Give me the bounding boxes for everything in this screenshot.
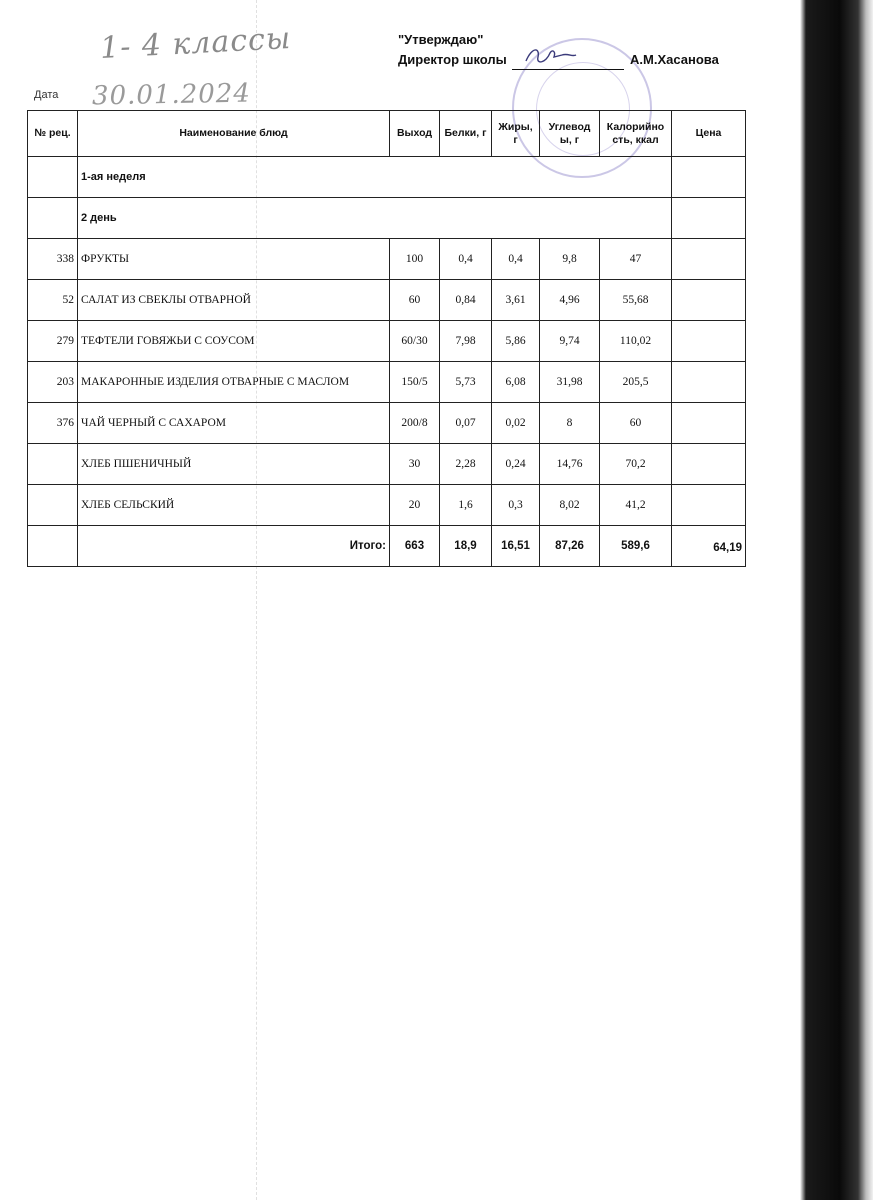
dish-name: ТЕФТЕЛИ ГОВЯЖЬИ С СОУСОМ <box>78 321 390 362</box>
kcal-value: 55,68 <box>600 280 672 321</box>
handwritten-class-note: 1- 4 классы <box>99 21 293 66</box>
protein-value: 2,28 <box>440 444 492 485</box>
recipe-number: 376 <box>28 403 78 444</box>
day-row <box>28 198 746 239</box>
total-label: Итого: <box>78 526 390 567</box>
price-value <box>672 239 746 280</box>
header-carbs: Углевод ы, г <box>540 111 600 157</box>
total-price: 64,19 <box>672 526 746 567</box>
total-fat: 16,51 <box>492 526 540 567</box>
total-protein: 18,9 <box>440 526 492 567</box>
header-output: Выход <box>390 111 440 157</box>
header-recipe-number: № рец. <box>28 111 78 157</box>
scanner-edge-shadow <box>800 0 873 1200</box>
price-value <box>672 321 746 362</box>
fat-value: 0,3 <box>492 485 540 526</box>
recipe-number: 203 <box>28 362 78 403</box>
day-label: 2 день <box>78 198 672 239</box>
carbs-value: 8,02 <box>540 485 600 526</box>
dish-name: ХЛЕБ ПШЕНИЧНЫЙ <box>78 444 390 485</box>
carbs-value: 9,74 <box>540 321 600 362</box>
menu-table <box>27 110 746 567</box>
recipe-number <box>28 485 78 526</box>
table-row <box>28 444 746 485</box>
header-dish-name: Наименование блюд <box>78 111 390 157</box>
table-row <box>28 239 746 280</box>
output-value: 20 <box>390 485 440 526</box>
price-value <box>672 444 746 485</box>
carbs-value: 8 <box>540 403 600 444</box>
fat-value: 0,02 <box>492 403 540 444</box>
fat-value: 0,4 <box>492 239 540 280</box>
header-price: Цена <box>672 111 746 157</box>
table-row <box>28 485 746 526</box>
recipe-number <box>28 444 78 485</box>
protein-value: 5,73 <box>440 362 492 403</box>
protein-value: 7,98 <box>440 321 492 362</box>
date-label: Дата <box>34 89 59 101</box>
total-row <box>28 526 746 567</box>
price-value <box>672 485 746 526</box>
protein-value: 0,4 <box>440 239 492 280</box>
fat-value: 3,61 <box>492 280 540 321</box>
carbs-value: 31,98 <box>540 362 600 403</box>
signature-field <box>512 55 624 70</box>
approval-title: "Утверждаю" <box>398 32 484 47</box>
handwritten-date: 30.01.2024 <box>91 78 252 112</box>
carbs-value: 9,8 <box>540 239 600 280</box>
approval-name: А.М.Хасанова <box>630 52 719 67</box>
header-protein: Белки, г <box>440 111 492 157</box>
total-kcal: 589,6 <box>600 526 672 567</box>
table-row <box>28 403 746 444</box>
carbs-value: 14,76 <box>540 444 600 485</box>
signature-mark <box>522 45 578 67</box>
approval-signature-line <box>398 50 719 70</box>
price-value <box>672 362 746 403</box>
output-value: 60 <box>390 280 440 321</box>
output-value: 150/5 <box>390 362 440 403</box>
table-header-row <box>28 111 746 157</box>
fat-value: 5,86 <box>492 321 540 362</box>
protein-value: 1,6 <box>440 485 492 526</box>
header-kcal: Калорийно сть, ккал <box>600 111 672 157</box>
kcal-value: 41,2 <box>600 485 672 526</box>
price-value <box>672 403 746 444</box>
dish-name: ФРУКТЫ <box>78 239 390 280</box>
dish-name: САЛАТ ИЗ СВЕКЛЫ ОТВАРНОЙ <box>78 280 390 321</box>
output-value: 100 <box>390 239 440 280</box>
recipe-number: 52 <box>28 280 78 321</box>
kcal-value: 110,02 <box>600 321 672 362</box>
dish-name: ХЛЕБ СЕЛЬСКИЙ <box>78 485 390 526</box>
carbs-value: 4,96 <box>540 280 600 321</box>
output-value: 30 <box>390 444 440 485</box>
kcal-value: 205,5 <box>600 362 672 403</box>
dish-name: МАКАРОННЫЕ ИЗДЕЛИЯ ОТВАРНЫЕ С МАСЛОМ <box>78 362 390 403</box>
table-row <box>28 321 746 362</box>
table-row <box>28 362 746 403</box>
protein-value: 0,07 <box>440 403 492 444</box>
kcal-value: 60 <box>600 403 672 444</box>
total-output: 663 <box>390 526 440 567</box>
price-value <box>672 280 746 321</box>
week-row <box>28 157 746 198</box>
recipe-number: 279 <box>28 321 78 362</box>
fat-value: 6,08 <box>492 362 540 403</box>
output-value: 60/30 <box>390 321 440 362</box>
header-fat: Жиры, г <box>492 111 540 157</box>
approval-block <box>398 30 719 70</box>
kcal-value: 47 <box>600 239 672 280</box>
output-value: 200/8 <box>390 403 440 444</box>
kcal-value: 70,2 <box>600 444 672 485</box>
fat-value: 0,24 <box>492 444 540 485</box>
approval-role: Директор школы <box>398 52 507 67</box>
table-row <box>28 280 746 321</box>
recipe-number: 338 <box>28 239 78 280</box>
dish-name: ЧАЙ ЧЕРНЫЙ С САХАРОМ <box>78 403 390 444</box>
week-label: 1-ая неделя <box>78 157 672 198</box>
protein-value: 0,84 <box>440 280 492 321</box>
total-carbs: 87,26 <box>540 526 600 567</box>
